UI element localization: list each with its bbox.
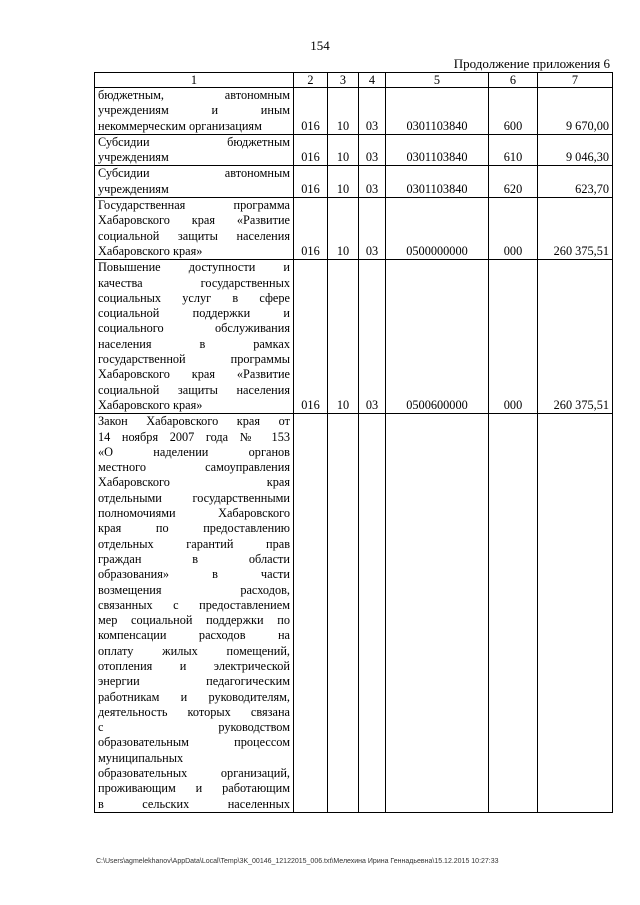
subsection-code: 03 — [359, 134, 386, 166]
amount: 260 375,51 — [538, 260, 613, 414]
expense-item-name-line: образования» в части — [98, 567, 290, 582]
expense-type-code: 600 — [489, 88, 538, 135]
expense-item-name — [95, 260, 294, 414]
table-row — [95, 198, 613, 260]
amount: 260 375,51 — [538, 198, 613, 260]
expense-item-name-line: социальной защиты населения — [98, 228, 290, 243]
expense-item-name-line: Хабаровского края» — [98, 243, 203, 258]
expense-item-name-line: полномочиями Хабаровского — [98, 506, 290, 521]
target-article-code: 0500000000 — [386, 198, 489, 260]
expense-type-code: 610 — [489, 134, 538, 166]
expense-type-code: 000 — [489, 260, 538, 414]
expense-item-name-line: государственной программы — [98, 352, 290, 367]
file-path-footer: C:\Users\agmelekhanov\AppData\Local\Temp\3K_00146_12122015_006.txt\Мелехина Ирина Геннадьевна\15.12.2015 10:27:33 — [96, 858, 499, 865]
expense-item-name-line: Субсидии бюджетным — [98, 134, 290, 149]
appendix-continuation-label: Продолжение приложения 6 — [453, 56, 610, 71]
table-body — [95, 88, 613, 813]
expense-item-name-line: деятельность которых связана — [98, 704, 290, 719]
subsection-code — [359, 414, 386, 813]
table-row — [95, 414, 613, 813]
ministry-code: 016 — [294, 88, 328, 135]
subsection-code: 03 — [359, 166, 386, 198]
expense-item-name-line: возмещения расходов, — [98, 582, 290, 597]
expense-item-name-line: некоммерческим организациям — [98, 118, 262, 133]
expense-item-name-line: учреждениям и иным — [98, 103, 290, 118]
expense-item-name-line: Хабаровского края «Развитие — [98, 213, 290, 228]
table-row — [95, 166, 613, 198]
expense-item-name-line: связанных с предоставлением — [98, 597, 290, 612]
expense-type-code — [489, 414, 538, 813]
expense-item-name-line: края по предоставлению — [98, 521, 290, 536]
amount: 9 046,30 — [538, 134, 613, 166]
ministry-code: 016 — [294, 198, 328, 260]
expense-item-name-line: «О наделении органов — [98, 444, 290, 459]
amount: 623,70 — [538, 166, 613, 198]
target-article-code: 0301103840 — [386, 134, 489, 166]
expense-item-name — [95, 134, 294, 166]
expense-item-name-line: компенсации расходов на — [98, 628, 290, 643]
expense-item-name-line: Субсидии автономным — [98, 166, 290, 181]
header-col-4: 4 — [359, 73, 386, 88]
target-article-code — [386, 414, 489, 813]
expense-item-name-line: Закон Хабаровского края от — [98, 414, 290, 429]
ministry-code: 016 — [294, 166, 328, 198]
header-col-2: 2 — [294, 73, 328, 88]
amount: 9 670,00 — [538, 88, 613, 135]
expense-type-code: 620 — [489, 166, 538, 198]
target-article-code: 0301103840 — [386, 88, 489, 135]
expense-item-name-line: социальной поддержки и — [98, 306, 290, 321]
expense-item-name-line: с руководством — [98, 720, 290, 735]
ministry-code — [294, 414, 328, 813]
expense-item-name-line: населения в рамках — [98, 336, 290, 351]
subsection-code: 03 — [359, 198, 386, 260]
target-article-code: 0301103840 — [386, 166, 489, 198]
section-code: 10 — [328, 88, 359, 135]
header-col-7: 7 — [538, 73, 613, 88]
expense-item-name-line: Повышение доступности и — [98, 260, 290, 275]
expense-item-name-line: социальных услуг в сфере — [98, 290, 290, 305]
section-code — [328, 414, 359, 813]
expense-item-name — [95, 88, 294, 135]
expense-item-name-line: мер социальной поддержки по — [98, 613, 290, 628]
subsection-code: 03 — [359, 88, 386, 135]
expense-item-name-line: граждан в области — [98, 551, 290, 566]
amount — [538, 414, 613, 813]
target-article-code: 0500600000 — [386, 260, 489, 414]
expense-item-name-line: бюджетным, автономным — [98, 88, 290, 102]
expense-item-name-line: образовательным процессом — [98, 735, 290, 750]
expense-item-name-line: муниципальных — [98, 750, 184, 765]
expense-item-name-line: Хабаровского края — [98, 475, 290, 490]
expense-item-name-line: Государственная программа — [98, 198, 290, 213]
budget-table — [94, 72, 613, 813]
expense-item-name-line: в сельских населенных — [98, 796, 290, 811]
table-row — [95, 88, 613, 135]
table-row — [95, 134, 613, 166]
expense-item-name-line: оплату жилых помещений, — [98, 643, 290, 658]
expense-item-name-line: социального обслуживания — [98, 321, 290, 336]
expense-item-name-line: отопления и электрической — [98, 658, 290, 673]
section-code: 10 — [328, 260, 359, 414]
expense-item-name-line: учреждениям — [98, 150, 169, 165]
ministry-code: 016 — [294, 260, 328, 414]
expense-item-name-line: Хабаровского края «Развитие — [98, 367, 290, 382]
expense-item-name-line: отдельными государственными — [98, 490, 290, 505]
header-col-5: 5 — [386, 73, 489, 88]
expense-item-name — [95, 166, 294, 198]
expense-item-name-line: энергии педагогическим — [98, 674, 290, 689]
section-code: 10 — [328, 166, 359, 198]
expense-item-name-line: качества государственных — [98, 275, 290, 290]
expense-item-name-line: проживающим и работающим — [98, 781, 290, 796]
subsection-code: 03 — [359, 260, 386, 414]
expense-item-name-line: 14 ноября 2007 года № 153 — [98, 429, 290, 444]
expense-item-name — [95, 414, 294, 813]
table-row — [95, 260, 613, 414]
expense-item-name-line: работникам и руководителям, — [98, 689, 290, 704]
section-code: 10 — [328, 198, 359, 260]
expense-item-name-line: учреждениям — [98, 181, 169, 196]
expense-item-name — [95, 198, 294, 260]
expense-item-name-line: Хабаровского края» — [98, 397, 203, 412]
expense-item-name-line: образовательных организаций, — [98, 766, 290, 781]
header-col-1: 1 — [95, 73, 294, 88]
expense-item-name-line: социальной защиты населения — [98, 382, 290, 397]
section-code: 10 — [328, 134, 359, 166]
expense-item-name-line: местного самоуправления — [98, 460, 290, 475]
ministry-code: 016 — [294, 134, 328, 166]
expense-type-code: 000 — [489, 198, 538, 260]
table-header-row — [95, 73, 613, 88]
header-col-3: 3 — [328, 73, 359, 88]
expense-item-name-line: отдельных гарантий прав — [98, 536, 290, 551]
header-col-6: 6 — [489, 73, 538, 88]
page-number: 154 — [310, 38, 330, 53]
